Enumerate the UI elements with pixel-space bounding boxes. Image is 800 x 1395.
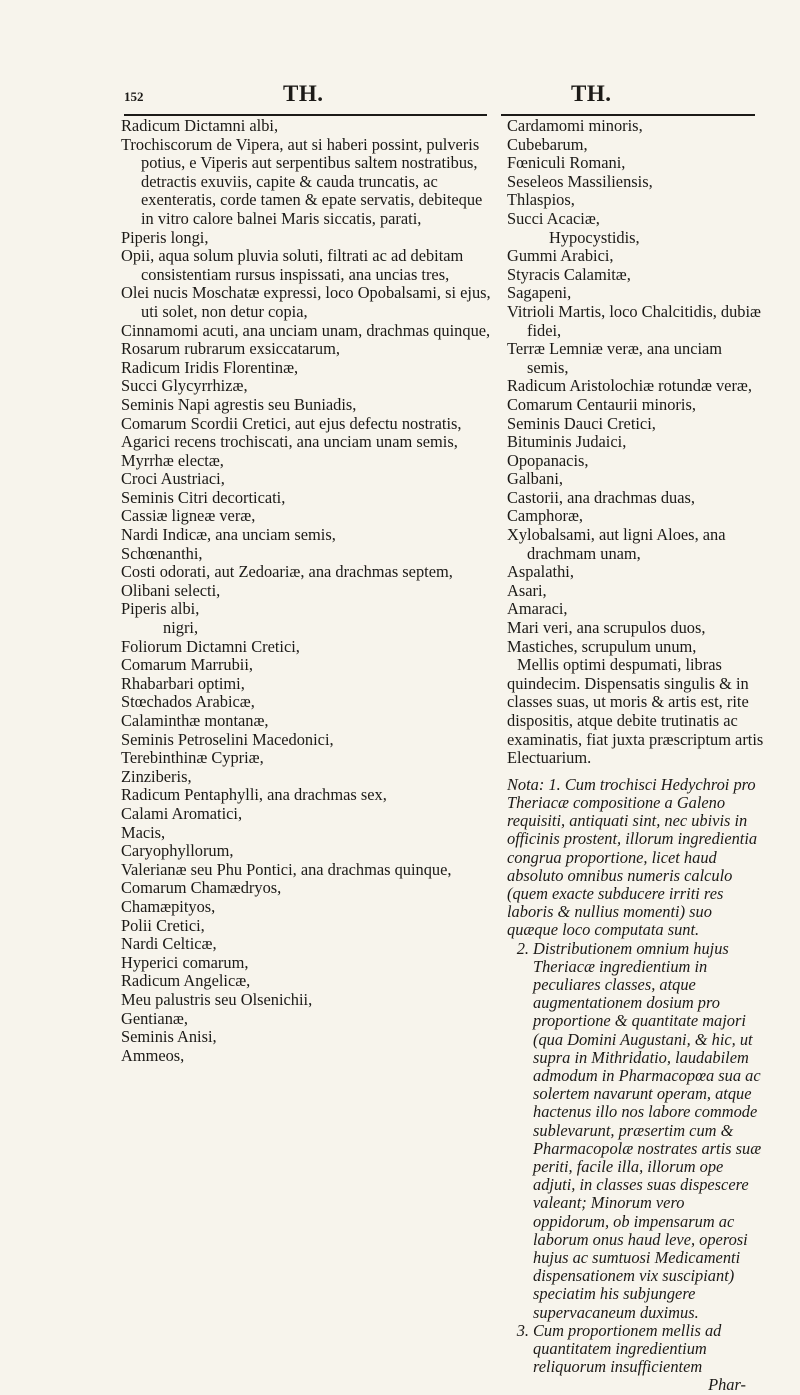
ingredient-entry: Schœnanthi, xyxy=(121,543,203,563)
running-head-right: TH. xyxy=(571,81,612,106)
note-number: 1. xyxy=(548,774,561,794)
ingredient-entry: Styracis Calamitæ, xyxy=(507,264,631,284)
ingredient-entry: Caryophyllorum, xyxy=(121,841,234,861)
ingredient-entry: Radicum Aristolochiæ rotundæ veræ, xyxy=(507,376,752,396)
ingredient-entry: Piperis longi, xyxy=(121,227,209,247)
note-text: Distributionem omnium hujus Theriacæ ingredientium in peculiares classes, atque augmentationem dosium pro proportione & quantitate majori (qua Domini Augustani, & hic, ut supra in Mithridatio, laudabilem admodum in Pharmacopœa sua ac solertem navarunt operam, atque hactenus illo nos labore commode sublevarunt, præsertim cum & Pharmacopolæ nostrates artis suæ periti, facile illa, illorum ope adjuti, in classes suas dispescere valeant; Minorum vero oppidorum, ob impensarum ac laborum onus haud leve, operosi hujus ac sumtuosi Medicamenti dispensationem vix suscipiant) speciatim his subjungere supervacaneum duximus. xyxy=(533,938,762,1322)
right-column xyxy=(507,117,764,1395)
note-item xyxy=(507,1322,764,1377)
ingredient-entry: Vitrioli Martis, loco Chalcitidis, dubiæ fidei, xyxy=(507,301,761,340)
ingredient-entry: Nardi Indicæ, ana unciam semis, xyxy=(121,525,336,545)
ingredient-entry: Olei nucis Moschatæ expressi, loco Opobalsami, si ejus, uti solet, non detur copia, xyxy=(121,283,491,321)
ingredient-entry: Terræ Lemniæ veræ, ana unciam semis, xyxy=(507,339,723,377)
ingredient-entry: nigri, xyxy=(163,618,199,638)
ingredient-entry: Myrrhæ electæ, xyxy=(121,450,224,470)
ingredient-entry: Radicum Pentaphylli, ana drachmas sex, xyxy=(121,785,387,805)
ingredient-entry: Stœchados Arabicæ, xyxy=(121,692,255,712)
ingredient-entry: Hypocystidis, xyxy=(549,227,640,247)
ingredient-entry: Costi odorati, aut Zedoariæ, ana drachmas septem, xyxy=(121,562,453,582)
ingredient-entry: Cardamomi minoris, xyxy=(507,116,643,135)
ingredient-entry: Radicum Iridis Florentinæ, xyxy=(121,357,299,377)
nota-label: Nota: xyxy=(507,774,545,794)
ingredient-entry: Succi Glycyrrhizæ, xyxy=(121,376,248,396)
ingredient-entry: Chamæpityos, xyxy=(121,896,216,916)
ingredient-entry: Croci Austriaci, xyxy=(121,469,225,489)
catchword: Phar- xyxy=(708,1375,746,1395)
note-number: 3. xyxy=(516,1320,529,1340)
ingredient-entry: Cinnamomi acuti, ana unciam unam, drachmas quinque, xyxy=(121,320,491,340)
ingredient-entry: Foliorum Dictamni Cretici, xyxy=(121,636,300,656)
note-text: Cum proportionem mellis ad quantitatem ingredientium reliquorum insufficientem xyxy=(533,1320,722,1377)
ingredient-entry: Seminis Citri decorticati, xyxy=(121,487,286,507)
left-column xyxy=(121,117,493,1065)
ingredient-entry: Opii, aqua solum pluvia soluti, filtrati ac ad debitam consistentiam rursus inspissati, ana uncias tres, xyxy=(121,246,464,284)
ingredient-entry: Seminis Petroselini Macedonici, xyxy=(121,729,334,749)
ingredient-entry: Zinziberis, xyxy=(121,766,192,786)
closing-paragraph: Mellis optimi despumati, libras quindecim. Dispensatis singulis & in classes suas, ut moris & artis est, rite dispositis, atque debite trutinatis ac examinatis, fiat juxta præscriptum artis Electuarium. xyxy=(507,655,764,768)
ingredient-entry: Amaraci, xyxy=(507,599,568,619)
ingredient-entry: Camphoræ, xyxy=(507,506,584,526)
note-item xyxy=(507,776,764,940)
ingredient-entry: Sagapeni, xyxy=(507,283,572,303)
note-text: Cum trochisci Hedychroi pro Theriacæ compositione a Galeno requisiti, antiquati sint, nec ubivis in officinis prostent, illorum ingredientia congrua proportione, licet haud absoluto omnibus numeris calculo (quem exacte subducere irriti res laboris & nullius momenti) suo quæque loco computata sunt. xyxy=(507,774,758,940)
ingredient-entry: Nardi Celticæ, xyxy=(121,934,217,954)
ingredient-entry: Comarum Chamædryos, xyxy=(121,878,282,898)
ingredient-entry: Valerianæ seu Phu Pontici, ana drachmas quinque, xyxy=(121,859,452,879)
ingredient-entry: Seminis Dauci Cretici, xyxy=(507,413,656,433)
running-head-left: TH. xyxy=(283,81,324,106)
ingredient-entry: Galbani, xyxy=(507,469,563,489)
ingredient-entry: Comarum Marrubii, xyxy=(121,655,254,675)
ingredient-entry: Seminis Anisi, xyxy=(121,1027,217,1047)
ingredient-entry: Agarici recens trochiscati, ana unciam unam semis, xyxy=(121,432,458,452)
ingredient-entry: Radicum Angelicæ, xyxy=(121,971,251,991)
ingredient-entry: Trochiscorum de Vipera, aut si haberi possint, pulveris potius, e Viperis aut serpentibus saltem nostratibus, detractis exuviis, capite & cauda truncatis, ac exenteratis, corde tamen & epate servatis, debiteque in vitro calore balnei Maris siccatis, parati, xyxy=(121,134,483,228)
page-number: 152 xyxy=(124,89,144,104)
ingredient-entry: Gentianæ, xyxy=(121,1008,188,1028)
ingredient-entry: Macis, xyxy=(121,822,166,842)
notes-section xyxy=(507,776,764,1395)
ingredient-entry: Bituminis Judaici, xyxy=(507,432,627,452)
right-ingredient-list xyxy=(507,117,764,656)
ingredient-entry: Gummi Arabici, xyxy=(507,246,614,266)
ingredient-entry: Calaminthæ montanæ, xyxy=(121,711,269,730)
left-ingredient-list xyxy=(121,117,493,1065)
ingredient-entry: Succi Acaciæ, xyxy=(507,208,600,228)
ingredient-entry: Cassiæ ligneæ veræ, xyxy=(121,506,256,526)
ingredient-entry: Comarum Scordii Cretici, aut ejus defectu nostratis, xyxy=(121,413,462,433)
ingredient-entry: Asari, xyxy=(507,580,547,600)
ingredient-entry: Rhabarbari optimi, xyxy=(121,673,245,693)
ingredient-entry: Radicum Dictamni albi, xyxy=(121,116,279,135)
ingredient-entry: Terebinthinæ Cypriæ, xyxy=(121,748,264,768)
ingredient-entry: Comarum Centaurii minoris, xyxy=(507,394,696,414)
ingredient-entry: Aspalathi, xyxy=(507,562,574,582)
ingredient-entry: Cubebarum, xyxy=(507,134,588,154)
note-item xyxy=(507,940,764,1322)
ingredient-entry: Opopanacis, xyxy=(507,450,589,470)
ingredient-entry: Seseleos Massiliensis, xyxy=(507,171,653,191)
ingredient-entry: Ammeos, xyxy=(121,1045,185,1065)
notes-list xyxy=(507,776,764,1377)
ingredient-entry: Polii Cretici, xyxy=(121,915,205,935)
ingredient-entry: Calami Aromatici, xyxy=(121,803,243,823)
ingredient-entry: Xylobalsami, aut ligni Aloes, ana drachmam unam, xyxy=(507,525,726,563)
ingredient-entry: Seminis Napi agrestis seu Buniadis, xyxy=(121,394,357,414)
ingredient-entry: Olibani selecti, xyxy=(121,580,221,600)
ingredient-entry: Mastiches, scrupulum unum, xyxy=(507,636,697,656)
ingredient-entry: Meu palustris seu Olsenichii, xyxy=(121,989,313,1009)
ingredient-entry: Fœniculi Romani, xyxy=(507,153,626,173)
note-number: 2. xyxy=(516,938,529,958)
ingredient-entry: Thlaspios, xyxy=(507,190,575,210)
ingredient-entry: Mari veri, ana scrupulos duos, xyxy=(507,618,706,638)
ingredient-entry: Hyperici comarum, xyxy=(121,952,249,972)
ingredient-entry: Castorii, ana drachmas duas, xyxy=(507,487,695,507)
ingredient-entry: Piperis albi, xyxy=(121,599,200,619)
ingredient-entry: Rosarum rubrarum exsiccatarum, xyxy=(121,339,340,359)
